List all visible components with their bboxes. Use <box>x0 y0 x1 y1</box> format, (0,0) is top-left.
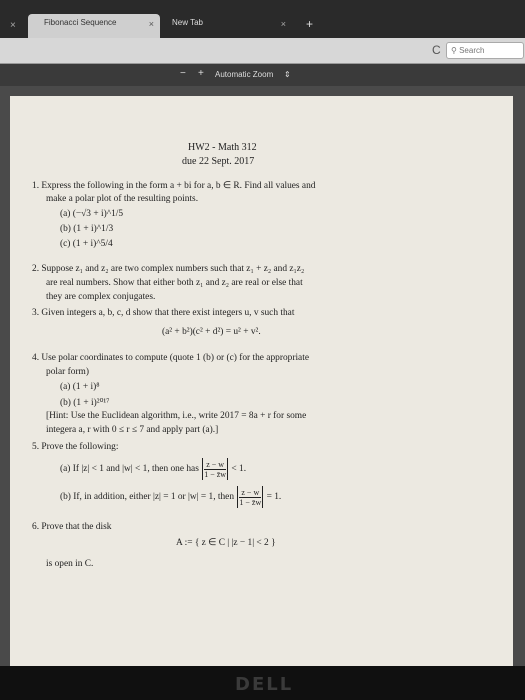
fraction <box>239 488 261 507</box>
fraction-denominator: 1 − z̄w <box>239 497 262 507</box>
q6-line1: 6. Prove that the disk <box>32 522 112 532</box>
q1-a: (a) (−√3 + i)^1/5 <box>60 209 124 219</box>
pdf-toolbar <box>0 64 525 86</box>
q1-line2: make a polar plot of the resulting points. <box>46 194 199 204</box>
search-icon: ⚲ <box>451 46 457 55</box>
pdf-page <box>10 96 513 671</box>
q4-hint2: integera a, r with 0 ≤ r ≤ 7 and apply part (a).] <box>46 425 219 435</box>
new-tab-button[interactable]: + <box>306 17 314 31</box>
q5-a-text: (a) If |z| < 1 and |w| < 1, then one has <box>60 464 199 475</box>
zoom-in-button[interactable]: + <box>198 68 204 79</box>
tab-fibonacci[interactable] <box>28 14 160 38</box>
q1-b: (b) (1 + i)^1/3 <box>60 224 114 234</box>
tab-label: Fibonacci Sequence <box>44 18 117 27</box>
q4-b: (b) (1 + i)²⁰¹⁷ <box>60 398 110 408</box>
search-placeholder: Search <box>459 46 485 55</box>
fraction-numerator: z − w <box>241 487 260 497</box>
zoom-out-button[interactable]: − <box>180 68 186 79</box>
q5-b-result: = 1. <box>266 492 282 503</box>
close-tab-icon[interactable]: × <box>148 19 154 29</box>
q1-line1: 1. Express the following in the form a + bi for a, b ∈ R. Find all values and <box>32 181 316 191</box>
q3-line1: 3. Given integers a, b, c, d show that there exist integers u, v such that <box>32 308 295 318</box>
q2-line2: are real numbers. Show that either both z₁ and z₂ are real or else that <box>46 278 303 288</box>
q5-b-text: (b) If, in addition, either |z| = 1 or |w| = 1, then <box>60 492 235 503</box>
q4-line2: polar form) <box>46 367 89 377</box>
navigation-bar <box>0 38 525 64</box>
tab-label: New Tab <box>172 18 203 27</box>
close-tab-icon[interactable]: × <box>280 19 286 29</box>
fraction <box>204 460 226 479</box>
q6-equation: A := { z ∈ C | |z − 1| < 2 } <box>176 538 276 548</box>
abs-bar <box>262 486 263 508</box>
q4-line1: 4. Use polar coordinates to compute (quote 1 (b) or (c) for the appropriate <box>32 353 309 363</box>
search-field[interactable] <box>446 42 524 59</box>
monitor-logo: DELL <box>235 674 294 695</box>
document-title: HW2 - Math 312 <box>188 142 257 153</box>
zoom-select-arrow-icon[interactable]: ⇕ <box>284 70 291 79</box>
abs-bar <box>202 458 203 480</box>
fraction-denominator: 1 − z̄w <box>204 469 227 479</box>
tab-new-tab[interactable] <box>162 14 292 38</box>
q5-a-result: < 1. <box>231 464 247 475</box>
abs-bar <box>237 486 238 508</box>
abs-bar <box>227 458 228 480</box>
q1-c: (c) (1 + i)^5/4 <box>60 239 113 249</box>
reload-icon[interactable]: C <box>432 43 441 57</box>
q2-line1: 2. Suppose z₁ and z₂ are two complex numbers such that z₁ + z₂ and z₁z₂ <box>32 264 305 274</box>
fraction-numerator: z − w <box>206 459 225 469</box>
q4-hint1: [Hint: Use the Euclidean algorithm, i.e., write 2017 = 8a + r for some <box>46 411 307 421</box>
q6-line2: is open in C. <box>46 559 94 569</box>
document-due-date: due 22 Sept. 2017 <box>182 156 255 167</box>
q5-line1: 5. Prove the following: <box>32 442 119 452</box>
q5-a <box>60 458 246 480</box>
q4-a: (a) (1 + i)⁸ <box>60 382 100 392</box>
q3-equation: (a² + b²)(c² + d²) = u² + v². <box>162 327 261 337</box>
q5-b <box>60 486 281 508</box>
tab-scroll-close-icon[interactable]: × <box>10 20 16 31</box>
zoom-select[interactable]: Automatic Zoom <box>215 70 274 79</box>
q2-line3: they are complex conjugates. <box>46 292 156 302</box>
tab-strip <box>0 0 525 40</box>
